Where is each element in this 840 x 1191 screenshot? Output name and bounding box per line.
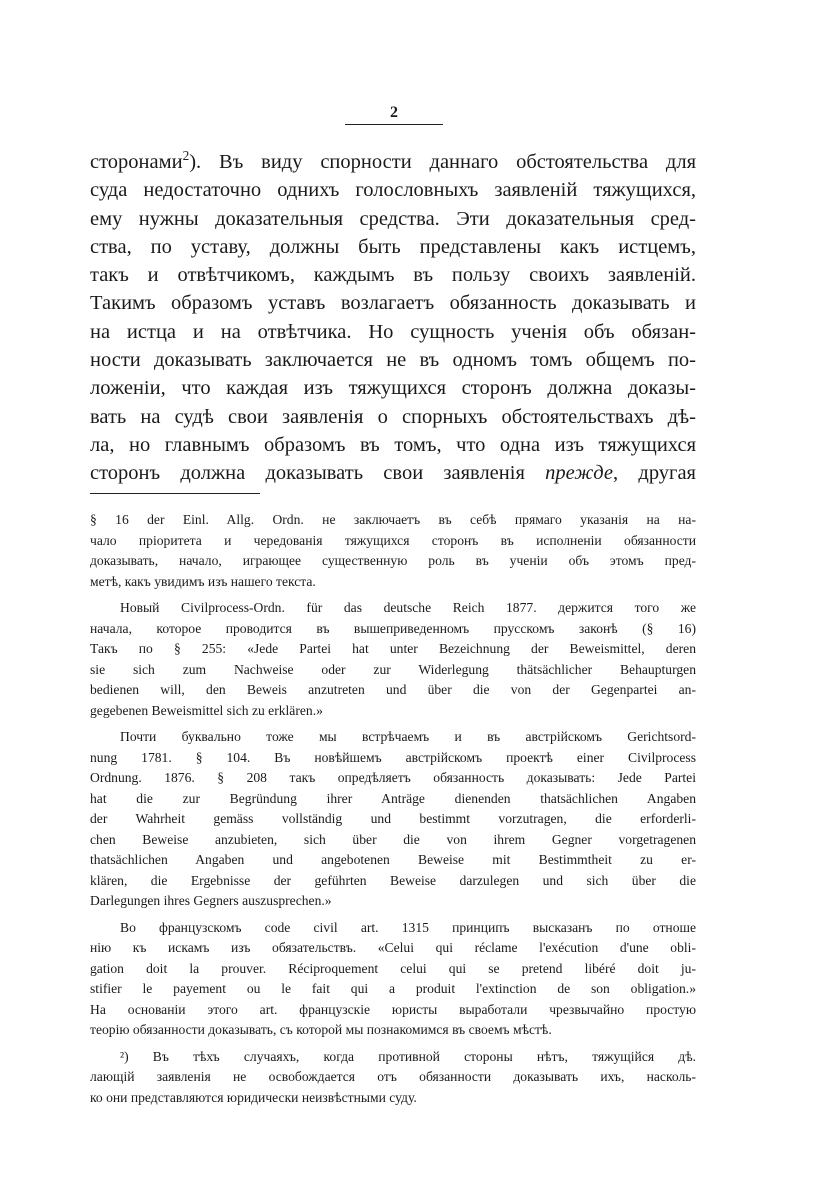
main-text-line: такъ и отвѣтчикомъ, каждымъ въ пользу своихъ заявленій. xyxy=(90,264,696,287)
footnote-line: klären, die Ergebnisse der geführten Beweise darzulegen und sich über die xyxy=(90,872,696,888)
main-text-line: Такимъ образомъ уставъ возлагаетъ обязанность доказывать и xyxy=(90,292,696,315)
main-text-line: ложеніи, что каждая изъ тяжущихся сторонъ должна доказы- xyxy=(90,377,696,400)
footnote-line: На основаніи этого art. французскіе юристы выработали чрезвычайно простую xyxy=(90,1001,696,1017)
footnote-paragraph xyxy=(90,727,696,912)
footnote-line: Почти буквально тоже мы встрѣчаемъ и въ австрійскомъ Gerichtsord- xyxy=(120,729,696,744)
footnote-paragraph xyxy=(90,918,696,1041)
footnote-line: ²) Въ тѣхъ случаяхъ, когда противной стороны нѣтъ, тяжущійся дѣ. xyxy=(120,1048,696,1064)
main-text xyxy=(90,148,696,488)
footnote-line: § 16 der Einl. Allg. Ordn. не заключаетъ въ себѣ прямаго указанія на на- xyxy=(90,512,696,527)
footnote-line: hat die zur Begründung ihrer Anträge dienenden thatsächlichen Angaben xyxy=(90,790,696,806)
emphasis-word: прежде xyxy=(545,462,614,485)
footnote-line: нію къ искамъ изъ обязательствъ. «Celui qui réclame l'exécution d'une obli- xyxy=(90,940,696,955)
footnote-line: чало пріоритета и чередованія тяжущихся сторонъ въ исполненіи обязанности xyxy=(90,532,696,548)
footnote-line: Новый Civilprocess-Ordn. für das deutsche Reich 1877. держится того же xyxy=(120,600,696,615)
footnote-line: Darlegungen ihres Gegners auszusprechen.» xyxy=(90,893,332,908)
footnote-paragraph xyxy=(90,510,696,592)
footnote-line: chen Beweise anzubieten, sich über die von ihrem Gegner vorgetragenen xyxy=(90,831,696,847)
footnote-line: gation doit la prouver. Réciproquement celui qui se pretend libéré doit ju- xyxy=(90,960,696,976)
footnote-line: теорію обязанности доказывать, съ которой мы познакомимся въ своемъ мѣстѣ. xyxy=(90,1022,552,1037)
footnote-line: ко они представляются юридически неизвѣстными суду. xyxy=(90,1089,417,1105)
footnote-line: gegebenen Beweismittel sich zu erklären.» xyxy=(90,702,323,718)
main-text-line: сторонами$^2$). Въ виду спорности даннаго обстоятельства для xyxy=(90,148,696,173)
footnotes xyxy=(90,510,696,1114)
main-text-line: вать на судѣ свои заявленія о спорныхъ обстоятельствахъ дѣ- xyxy=(90,405,696,428)
main-text-line: сторонъ должна доказывать свои заявленія прежде, другая xyxy=(90,462,696,485)
footnote-line: bedienen will, den Beweis anzutreten und über die von der Gegenpartei an- xyxy=(90,682,696,697)
footnote-line: Ordnung. 1876. § 208 такъ опредѣляетъ обязанность доказывать: Jede Partei xyxy=(90,770,696,785)
footnote-paragraph xyxy=(90,598,696,721)
footnote-separator xyxy=(90,493,260,494)
footnote-line: Такъ по § 255: «Jede Partei hat unter Bezeichnung der Beweismittel, deren xyxy=(90,641,696,656)
main-text-line: ства, по уставу, должны быть представлены какъ истцемъ, xyxy=(90,235,696,258)
footnote-paragraph xyxy=(90,1047,696,1109)
footnote-line: Во французскомъ code civil art. 1315 принципъ высказанъ по отноше xyxy=(120,919,696,935)
footnote-line: лающій заявленія не освобождается отъ обязанности доказывать ихъ, насколь- xyxy=(90,1069,696,1084)
main-text-line: на истца и на отвѣтчика. Но сущность ученія объ обязан- xyxy=(90,320,696,343)
main-text-line: суда недостаточно однихъ голословныхъ заявленій тяжущихся, xyxy=(90,179,696,202)
footnote-line: stifier le payement ou le fait qui a produit l'extinction de son obligation.» xyxy=(90,981,696,996)
footnote-line: der Wahrheit gemäss vollständig und bestimmt vorzutragen, die erforderli- xyxy=(90,811,696,826)
footnote-line: доказывать, начало, играющее существенную роль въ ученіи объ этомъ пред- xyxy=(90,553,696,568)
main-text-line: ности доказывать заключается не въ одномъ томъ общемъ по- xyxy=(90,349,696,372)
footnote-line: thatsächlichen Angaben und angebotenen Beweise mit Bestimmtheit zu er- xyxy=(90,852,696,867)
footnote-line: начала, которое проводится въ вышеприведенномъ прусскомъ законѣ (§ 16) xyxy=(90,620,696,636)
footnote-line: метѣ, какъ увидимъ изъ нашего текста. xyxy=(90,573,316,589)
main-text-line: ему нужны доказательныя средства. Эти доказательныя сред- xyxy=(90,207,696,230)
main-text-line: ла, но главнымъ образомъ въ томъ, что одна изъ тяжущихся xyxy=(90,433,696,456)
footnote-line: sie sich zum Nachweise oder zur Widerlegung thätsächlicher Behaupturgen xyxy=(90,661,696,677)
footnote-line: nung 1781. § 104. Въ новѣйшемъ австрійскомъ проектѣ einer Civilprocess xyxy=(90,749,696,765)
page-number: 2 xyxy=(390,104,398,121)
page-number-rule xyxy=(345,124,443,125)
